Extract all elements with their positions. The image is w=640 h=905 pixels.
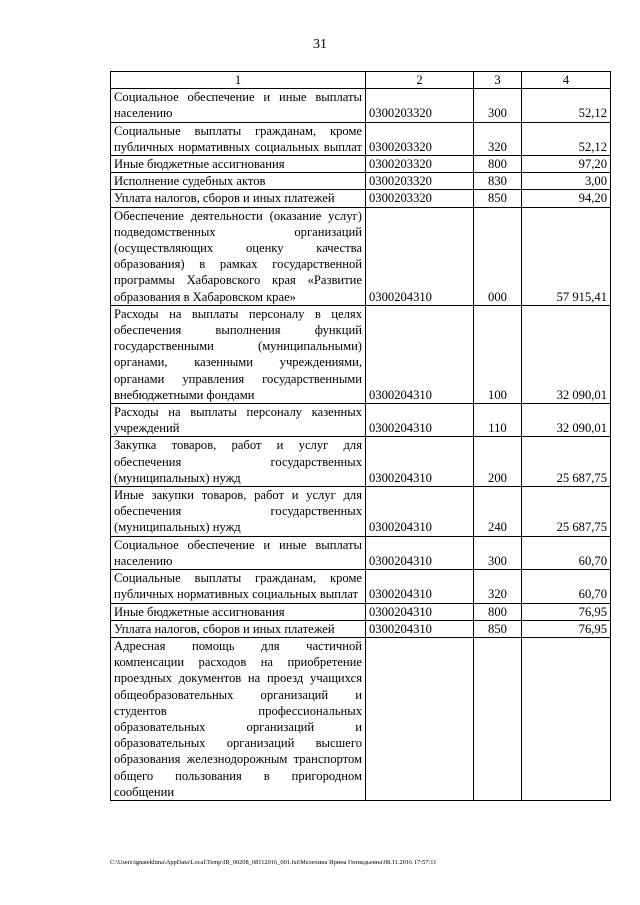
row-name: Социальное обеспечение и иные выплаты населению bbox=[111, 536, 366, 569]
table-row bbox=[111, 620, 611, 637]
row-name: Расходы на выплаты персоналу в целях обеспечения выполнения функций государственными (муниципальными) органами, казенными учреждениями, органами управления государственными внебюджетными фондами bbox=[111, 305, 366, 403]
row-type: 320 bbox=[474, 122, 522, 155]
row-name: Уплата налогов, сборов и иных платежей bbox=[111, 620, 366, 637]
row-sum: 76,95 bbox=[522, 603, 611, 620]
row-sum: 60,70 bbox=[522, 570, 611, 603]
row-type: 850 bbox=[474, 620, 522, 637]
row-sum: 60,70 bbox=[522, 536, 611, 569]
row-type: 830 bbox=[474, 173, 522, 190]
row-type: 300 bbox=[474, 536, 522, 569]
row-name: Уплата налогов, сборов и иных платежей bbox=[111, 190, 366, 207]
row-code: 0300204310 bbox=[366, 536, 474, 569]
table-row bbox=[111, 437, 611, 487]
row-type: 850 bbox=[474, 190, 522, 207]
row-type: 100 bbox=[474, 305, 522, 403]
row-name: Иные бюджетные ассигнования bbox=[111, 603, 366, 620]
row-code: 0300204310 bbox=[366, 305, 474, 403]
row-code: 0300203320 bbox=[366, 156, 474, 173]
page-number: 31 bbox=[313, 37, 327, 52]
column-header-type: 3 bbox=[474, 72, 522, 89]
row-type: 320 bbox=[474, 570, 522, 603]
table-row bbox=[111, 603, 611, 620]
row-sum: 3,00 bbox=[522, 173, 611, 190]
row-sum: 52,12 bbox=[522, 89, 611, 122]
row-code: 0300204310 bbox=[366, 487, 474, 537]
row-type bbox=[474, 637, 522, 800]
row-name: Иные закупки товаров, работ и услуг для обеспечения государственных (муниципальных) нужд bbox=[111, 487, 366, 537]
row-type: 000 bbox=[474, 207, 522, 305]
table-row bbox=[111, 305, 611, 403]
row-type: 200 bbox=[474, 437, 522, 487]
row-code: 0300204310 bbox=[366, 570, 474, 603]
row-name: Исполнение судебных актов bbox=[111, 173, 366, 190]
table-row bbox=[111, 536, 611, 569]
table-row bbox=[111, 570, 611, 603]
row-type: 110 bbox=[474, 404, 522, 437]
table-row bbox=[111, 190, 611, 207]
column-header-code: 2 bbox=[366, 72, 474, 89]
table-row bbox=[111, 637, 611, 800]
row-name: Обеспечение деятельности (оказание услуг) подведомственных организаций (осуществляющих оценку качества образования) в рамках государственной программы Хабаровского края «Развитие образования в Хабаровском крае» bbox=[111, 207, 366, 305]
row-sum: 57 915,41 bbox=[522, 207, 611, 305]
table-row bbox=[111, 207, 611, 305]
table-row bbox=[111, 122, 611, 155]
row-code: 0300203320 bbox=[366, 89, 474, 122]
row-code: 0300204310 bbox=[366, 207, 474, 305]
row-sum: 25 687,75 bbox=[522, 487, 611, 537]
row-type: 800 bbox=[474, 156, 522, 173]
row-code: 0300203320 bbox=[366, 190, 474, 207]
table-row bbox=[111, 156, 611, 173]
row-code: 0300204310 bbox=[366, 603, 474, 620]
row-sum: 32 090,01 bbox=[522, 305, 611, 403]
budget-table bbox=[110, 71, 611, 801]
row-name: Иные бюджетные ассигнования bbox=[111, 156, 366, 173]
row-code: 0300204310 bbox=[366, 404, 474, 437]
row-name: Расходы на выплаты персоналу казенных учреждений bbox=[111, 404, 366, 437]
row-code: 0300204310 bbox=[366, 437, 474, 487]
row-name: Социальное обеспечение и иные выплаты населению bbox=[111, 89, 366, 122]
row-type: 300 bbox=[474, 89, 522, 122]
table-row bbox=[111, 487, 611, 537]
table-header-row bbox=[111, 72, 611, 89]
column-header-name: 1 bbox=[111, 72, 366, 89]
table-row bbox=[111, 89, 611, 122]
column-header-sum: 4 bbox=[522, 72, 611, 89]
row-name: Закупка товаров, работ и услуг для обеспечения государственных (муниципальных) нужд bbox=[111, 437, 366, 487]
row-sum: 25 687,75 bbox=[522, 437, 611, 487]
row-code: 0300204310 bbox=[366, 620, 474, 637]
row-code bbox=[366, 637, 474, 800]
footer-file-path: C:\Users\ignatekhina\AppData\Local\Temp\IR_00208_08112016_001.txt\Мелехина Ирина Геннадьевна\08.11.2016 17:57:11 bbox=[110, 859, 437, 866]
row-sum: 97,20 bbox=[522, 156, 611, 173]
table-row bbox=[111, 404, 611, 437]
row-sum: 76,95 bbox=[522, 620, 611, 637]
row-name: Социальные выплаты гражданам, кроме публичных нормативных социальных выплат bbox=[111, 122, 366, 155]
table-row bbox=[111, 173, 611, 190]
row-name: Социальные выплаты гражданам, кроме публичных нормативных социальных выплат bbox=[111, 570, 366, 603]
row-sum: 32 090,01 bbox=[522, 404, 611, 437]
row-sum bbox=[522, 637, 611, 800]
row-name: Адресная помощь для частичной компенсации расходов на приобретение проездных документов на проезд учащихся общеобразовательных организаций и студентов профессиональных образовательных организаций и образовательных организаций высшего образования железнодорожным транспортом общего пользования в пригородном сообщении bbox=[111, 637, 366, 800]
row-type: 240 bbox=[474, 487, 522, 537]
row-sum: 94,20 bbox=[522, 190, 611, 207]
row-sum: 52,12 bbox=[522, 122, 611, 155]
row-code: 0300203320 bbox=[366, 173, 474, 190]
row-type: 800 bbox=[474, 603, 522, 620]
row-code: 0300203320 bbox=[366, 122, 474, 155]
